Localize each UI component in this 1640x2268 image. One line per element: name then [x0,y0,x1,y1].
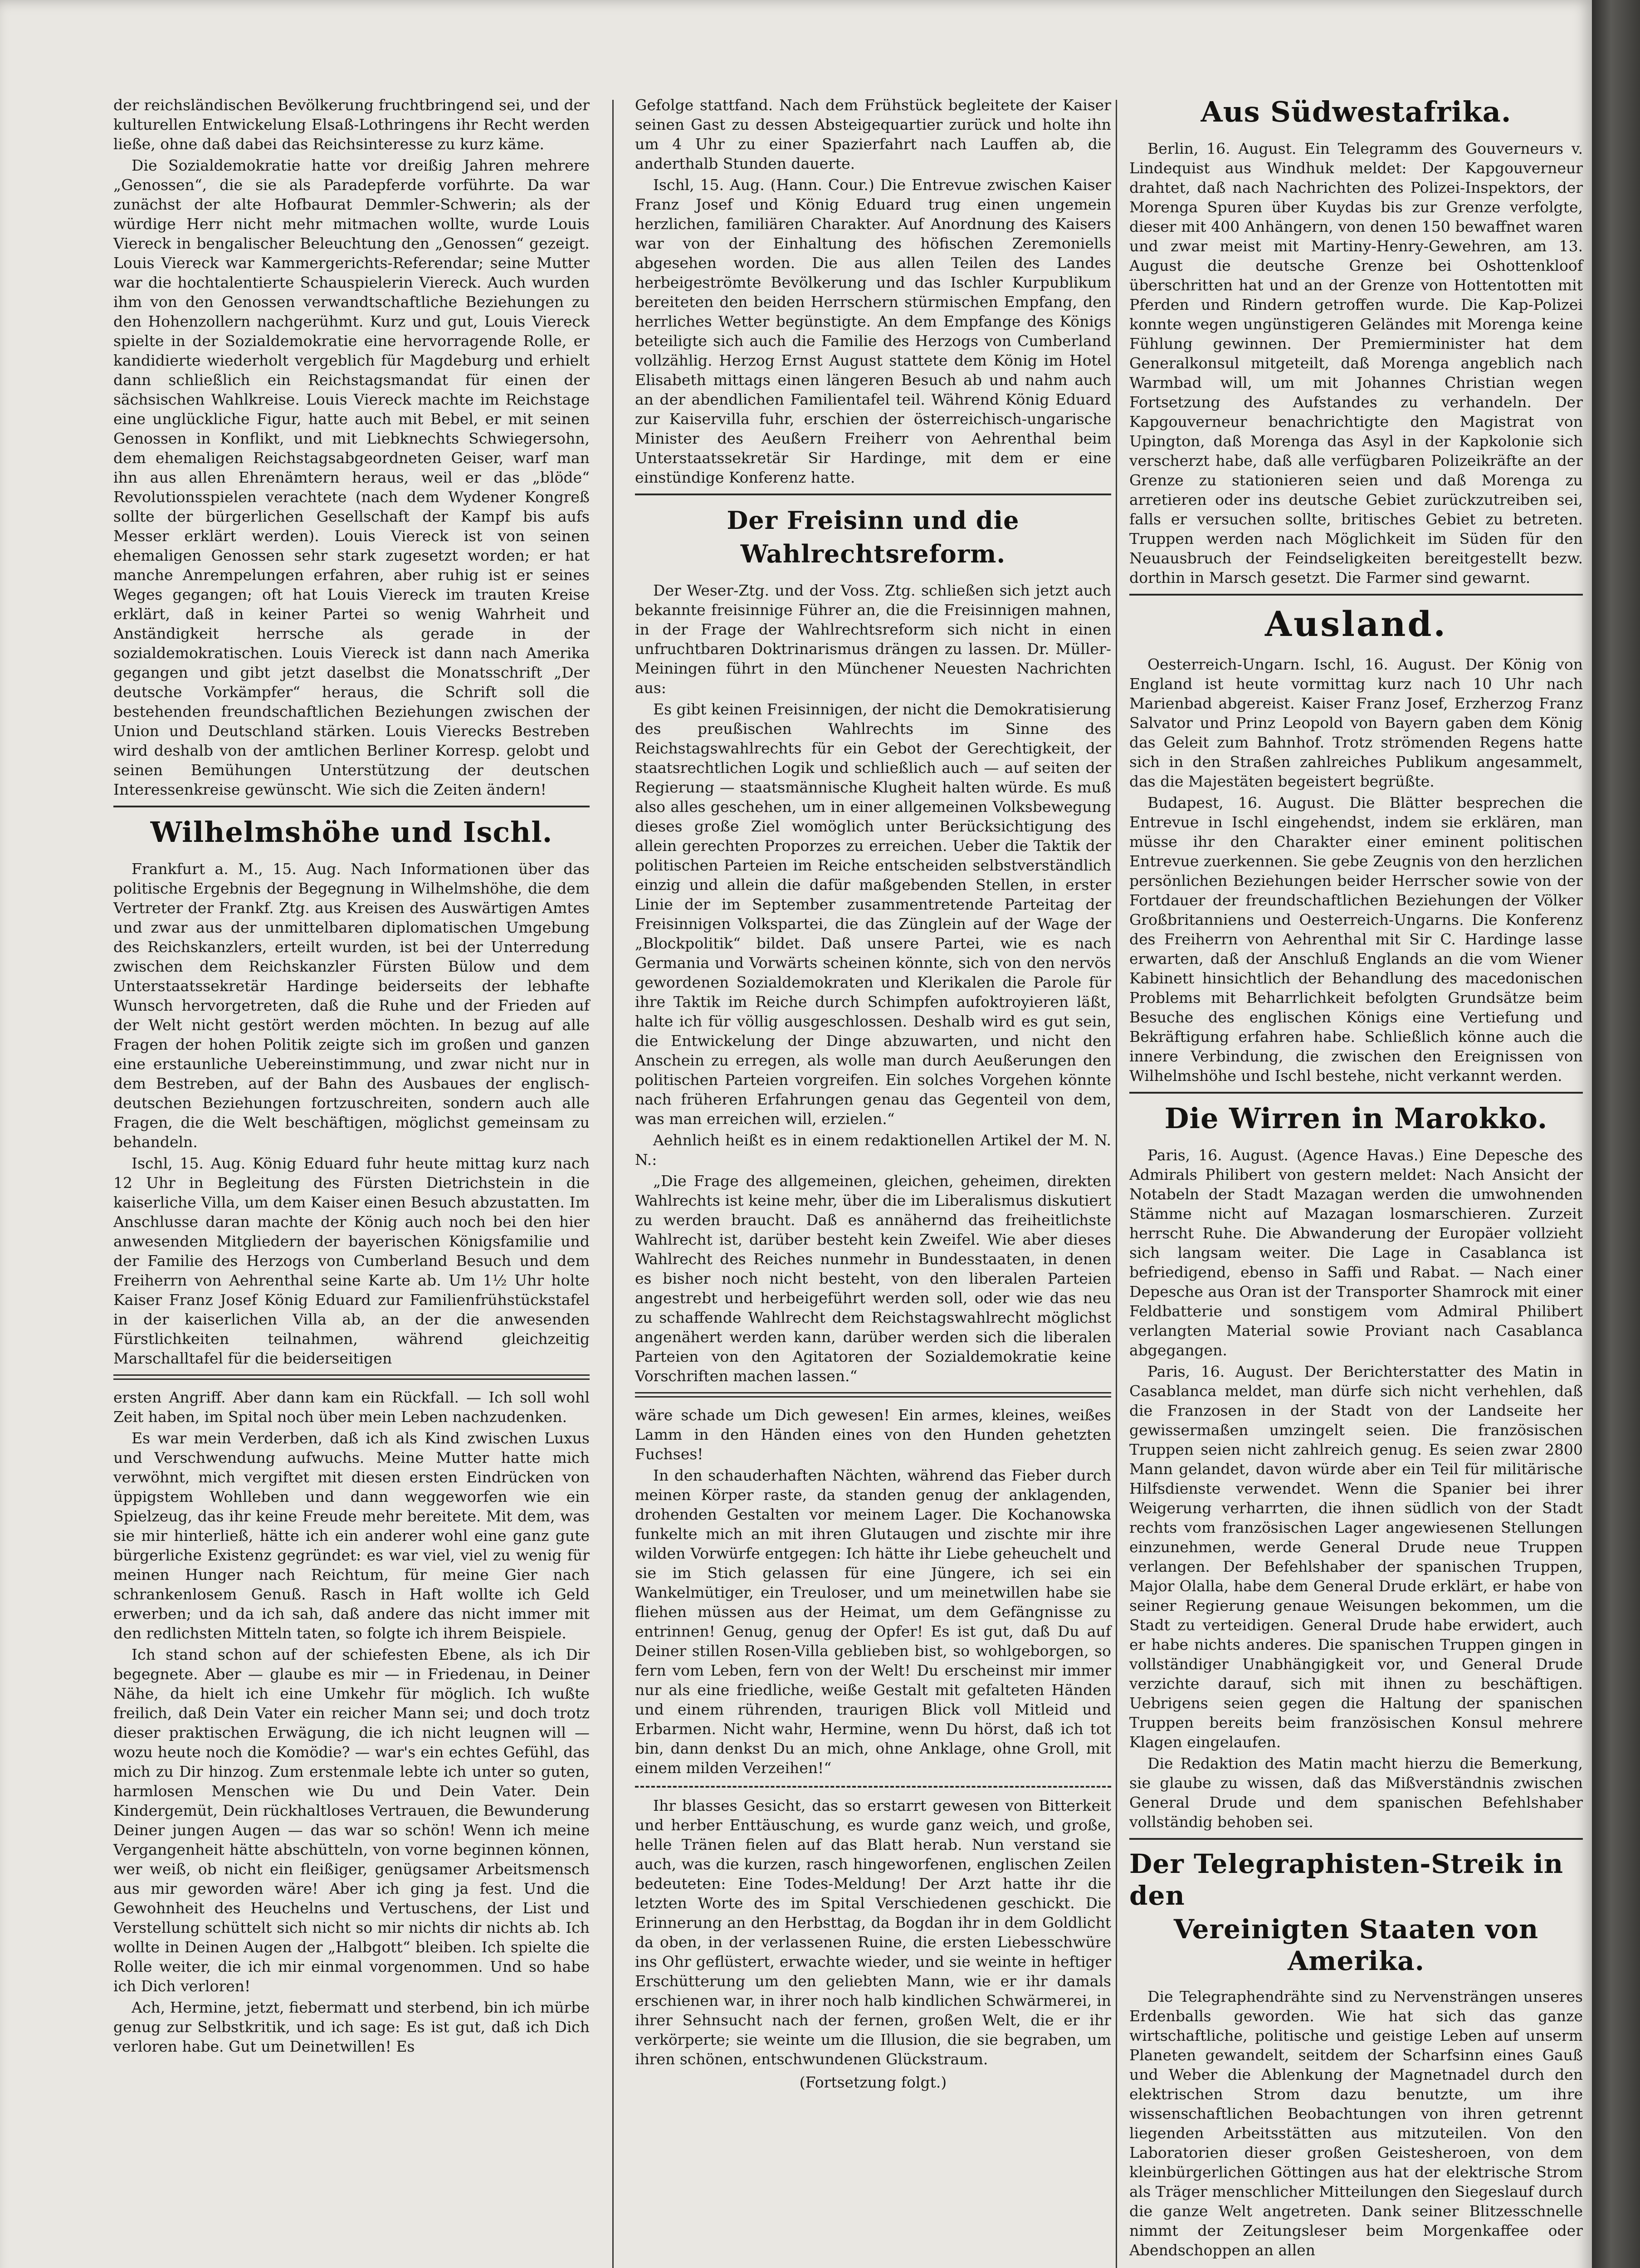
article-paragraph: der reichsländischen Bevölkerung fruchtbringend sei, und der kulturellen Entwickelung Elsaß-Lothringens ihr Recht werden ließe, ohne daß dabei das Reichsinteresse zu kurz käme. [113,96,590,153]
article-paragraph: Aehnlich heißt es in einem redaktionellen Artikel der M. N. N.: [635,1131,1111,1168]
article-paragraph: Die Telegraphendrähte sind zu Nervensträngen unseres Erdenballs geworden. Wie hat sich das ganze wirtschaftliche, politische und geistige Leben auf unserm Planeten gewandelt, seitdem der Scharfsinn eines Gauß und Weber die Ablenkung der Magnetnadel durch den elektrischen Strom dazu benutzte, um ihre wissenschaftlichen Beobachtungen von ihren getrennt liegenden Arbeitsstätten aus mitzuteilen. Von den Laboratorien dieser großen Geistesheroen, von dem kleinbürgerlichen Göttingen aus hat der elektrische Strom als Träger menschlicher Mitteilungen den Siegeslauf durch die ganze Welt angetreten. Dank seiner Blitzesschnelle nimmt der Zeitungsleser beim Morgenkaffee oder Abendschoppen an allen [1129,1988,1583,2259]
column-3 [1129,95,1583,2262]
article-paragraph: Oesterreich-Ungarn. Ischl, 16. August. Der König von England ist heute vormittag kurz nach 10 Uhr nach Marienbad abgereist. Kaiser Franz Josef, Erzherzog Franz Salvator und Prinz Leopold von Bayern gaben dem König das Geleit zum Bahnhof. Trotz strömenden Regens hatte sich in den Straßen zahlreiches Publikum angesammelt, das die Majestäten begeistert begrüßte. [1129,655,1583,790]
feuilleton-paragraph: wäre schade um Dich gewesen! Ein armes, kleines, weißes Lamm in den Händen eines von den Hunden gehetzten Fuchses! [635,1406,1111,1463]
feuilleton-paragraph: Ich stand schon auf der schiefesten Ebene, als ich Dir begegnete. Aber — glaube es mir — in Friedenau, in Deiner Nähe, da hielt ich eine Umkehr für möglich. Ich wußte freilich, daß Dein Vater ein reicher Mann sei; und doch trotz dieser praktischen Erwägung, die ich nicht leugnen will — wozu heute noch die Komödie? — war's ein echtes Gefühl, das mich zu Dir hinzog. Zum erstenmale lebte ich unter so guten, harmlosen Menschen wie Du und Dein Vater. Dein Kindergemüt, Dein rückhaltloses Vertrauen, die Bewunderung Deiner jungen Augen — das war so schön! Wenn ich meine Vergangenheit hätte abschütteln, von vorne beginnen können, wer weiß, ob nicht ein fleißiger, genügsamer Arbeitsmensch aus mir geworden wäre! Aber ich ging ja fest. Und die Gewohnheit des Heuchelns und Vertuschens, der List und Verstellung schüttelt sich nicht so mir nichts dir nichts ab. Ich wollte in Deinen Augen der „Halbgott“ bleiben. Ich spielte die Rolle weiter, die ich mir einmal vorgenommen. Und so habe ich Dich verloren! [113,1646,590,1995]
column-1 [113,95,590,2058]
article-paragraph: Paris, 16. August. Der Berichterstatter des Matin in Casablanca meldet, man dürfe sich nicht verhehlen, daß die Franzosen in der Stadt von der Landseite her gewissermaßen umzingelt seien. Die französischen Truppen seien nicht zahlreich genug. Es seien zwar 2800 Mann gelandet, davon würde aber ein Teil für militärische Hilfsdienste verwendet. Wenn die Spanier bei ihrer Weigerung verharrten, die ihnen südlich von der Stadt rechts vom französischen Lager angewiesenen Stellungen einzunehmen, werde General Drude neue Truppen verlangen. Der Befehlshaber der spanischen Truppen, Major Olalla, habe dem General Drude erklärt, er habe von seiner Regierung genaue Weisungen bekommen, um die Stadt zu verteidigen. General Drude habe erwidert, auch er habe nichts anderes. Die spanischen Truppen gingen in vollständiger Unabhängigkeit vor, und General Drude verzichte darauf, sich mit ihnen zu beschäftigen. Uebrigens seien gegen die Haltung der spanischen Truppen bereits beim französischen Konsul mehrere Klagen eingelaufen. [1129,1363,1583,1751]
section-divider [113,806,590,807]
feuilleton-paragraph: Es war mein Verderben, daß ich als Kind zwischen Luxus und Verschwendung aufwuchs. Meine Mutter hatte mich verwöhnt, mich vergiftet mit diesen ersten Eindrücken von üppigstem Wohlleben und dann weggeworfen wie ein Spielzeug, das ihr keine Freude mehr bereitete. Mit dem, was sie mir hinterließ, hätte ich ein anderer wohl eine ganz gute bürgerliche Existenz gegründet: es war viel, viel zu wenig für meinen Hunger nach Reichtum, für meine Gier nach schrankenlosem Genuß. Rasch in Haft wollte ich Geld erwerben; und da ich sah, daß andere das nicht immer mit den redlichsten Mitteln taten, so folgte ich ihrem Beispiele. [113,1429,590,1642]
feuilleton-divider [635,1392,1111,1393]
book-binding-edge [1592,0,1640,2268]
feuilleton-paragraph: Ach, Hermine, jetzt, fiebermatt und sterbend, bin ich mürbe genug zur Selbstkritik, und ich sage: Es ist gut, daß ich Dich verloren habe. Gut um Deinetwillen! Es [113,1999,590,2055]
headline-freisinn: Der Freisinn und die Wahlrechtsreform. [727,506,1020,568]
article-paragraph: „Die Frage des allgemeinen, gleichen, geheimen, direkten Wahlrechts ist keine mehr, über die im Liberalismus diskutiert zu werden braucht. Daß es annähernd das freiheitlichste Wahlrecht ist, darüber besteht kein Zweifel. Wie aber dieses Wahlrecht des Reiches nunmehr in Bundesstaaten, in denen es bisher noch nicht besteht, von den liberalen Parteien angestrebt und herbeigeführt werden soll, oder wie das neu zu schaffende Wahlrecht dem Reichstagswahlrecht möglichst angenähert werden kann, darüber werden sich die liberalen Parteien von den Agitatoren der Sozialdemokratie keine Vorschriften machen lassen.“ [635,1172,1111,1385]
article-paragraph: Es gibt keinen Freisinnigen, der nicht die Demokratisierung des preußischen Wahlrechts im Sinne des Reichstagswahlrechts für ein Gebot der Gerechtigkeit, der staatsrechtlichen Logik und schließlich auch — auf seiten der Regierung — staatsmännische Klugheit halten würde. Es muß also alles geschehen, um in einer allgemeinen Volksbewegung dieses große Ziel womöglich unter Berücksichtigung des allein gerechten Proporzes zu erreichen. Ueber die Taktik der politischen Parteien im Reiche entscheiden selbstverständlich einzig und allein die dafür maßgebenden Stellen, in erster Linie der im September zusammentretende Parteitag der Freisinnigen Volkspartei, die das Zünglein auf der Wage der „Blockpolitik“ bildet. Daß unsere Partei, wie es nach Germania und Vorwärts scheinen könnte, sich von den nervös gewordenen Sozialdemokraten und Klerikalen die Parole für ihre Taktik im Reiche durch Schimpfen aufoktroyieren läßt, halte ich für völlig ausgeschlossen. Deshalb wird es gut sein, die Entwickelung der Dinge abzuwarten, und nicht den Anschein zu erregen, als wolle man durch Aeußerungen den politischen Parteien vorgreifen. Ein solches Vorgehen könnte nach früheren Erfahrungen genau das Gegenteil von dem, was man erreichen will, erzielen.“ [635,700,1111,1128]
column-rule [612,100,614,2268]
headline-telegraph-line2: Vereinigten Staaten von Amerika. [1173,1914,1539,1976]
feuilleton-paragraph: ersten Angriff. Aber dann kam ein Rückfall. — Ich soll wohl Zeit haben, im Spital noch über mein Leben nachzudenken. [113,1388,590,1426]
article-paragraph: Der Weser-Ztg. und der Voss. Ztg. schließen sich jetzt auch bekannte freisinnige Führer an, die die Freisinnigen mahnen, in der Frage der Wahlrechtsreform sich nicht in einen unfruchtbaren Doktrinarismus drängen zu lassen. Dr. Müller-Meiningen führt in den Münchener Neuesten Nachrichten aus: [635,582,1111,697]
article-paragraph: Paris, 16. August. (Agence Havas.) Eine Depesche des Admirals Philibert von gestern meldet: Nach Ansicht der Notabeln der Stadt Mazagan werden die umwohnenden Stämme nicht auf Mazagan losmarschieren. Zurzeit herrscht Ruhe. Die Abwanderung der Europäer vollzieht sich langsam weiter. Die Lage in Casablanca ist befriedigend, ebenso in Saffi und Rabat. — Nach einer Depesche aus Oran ist der Transporter Shamrock mit einer Feldbatterie und sonstigem vom Admiral Philibert verlangten Material sowie Proviant nach Casablanca abgegangen. [1129,1146,1583,1359]
feuilleton-divider [113,1374,590,1376]
article-paragraph: Frankfurt a. M., 15. Aug. Nach Informationen über das politische Ergebnis der Begegnung in Wilhelmshöhe, die dem Vertreter der Frankf. Ztg. aus Kreisen des Auswärtigen Amtes und zwar aus der unmittelbaren diplomatischen Umgebung des Reichskanzlers, erteilt wurden, ist bei der Unterredung zwischen dem Reichskanzler Fürsten Bülow und dem Unterstaatssekretär Hardinge beiderseits der lebhafte Wunsch hervorgetreten, daß die Ruhe und der Frieden auf der Welt nicht gestört werden möchten. In bezug auf alle Fragen der hohen Politik zeigte sich im großen und ganzen eine erstaunliche Uebereinstimmung, und zwar nicht nur in dem Bestreben, auf der Bahn des Ausbaues der englisch-deutschen Beziehungen fortzuschreiten, sondern auch alle Fragen, die die Welt beschäftigen, möglichst gemeinsam zu behandeln. [113,860,590,1151]
article-paragraph: Budapest, 16. August. Die Blätter besprechen die Entrevue in Ischl eingehendst, indem sie erklären, man müsse ihr den Charakter einer eminent politischen Entrevue zuerkennen. Sie gebe Zeugnis von den herzlichen persönlichen Beziehungen beider Herrscher sowie von der Fortdauer der freundschaftlichen Beziehungen der Völker Großbritanniens und Oesterreich-Ungarns. Die Konferenz des Freiherrn von Aehrenthal mit Sir C. Hardinge lasse erwarten, daß der Anschluß Englands an die vom Wiener Kabinett hinsichtlich der Behandlung des macedonischen Problems mit Beharrlichkeit befolgten Grundsätze beim Besuche des englischen Königs eine Vertiefung und Bekräftigung erfahren habe. Schließlich könne auch die innere Verbindung, die zwischen den Ereignissen von Wilhelmshöhe und Ischl bestehe, nicht verkannt werden. [1129,794,1583,1085]
headline-ausland: Ausland. [1265,604,1447,644]
feuilleton-paragraph: In den schauderhaften Nächten, während das Fieber durch meinen Körper raste, da standen genug der anklagenden, drohenden Gestalten vor meinem Lager. Die Kochanowska funkelte mich an mit ihren Glutaugen und zischte mir ihre wilden Vorwürfe entgegen: Ich hätte ihr Liebe geheuchelt und sie im Stich gelassen für eine Jüngere, ich sei ein Wankelmütiger, ein Treuloser, und um meinetwillen habe sie fliehen müssen aus der Heimat, um dem Gefängnisse zu entrinnen! Genug, genug der Opfer! Es ist gut, daß Du auf Deiner stillen Rosen-Villa geblieben bist, so wohlgeborgen, so fern vom Leben, fern von der Welt! Du erscheinst mir immer nur als eine friedliche, weiße Gestalt mit gefalteten Händen und einem rührenden, traurigen Blick voll Mitleid und Erbarmen. Nicht wahr, Hermine, wenn Du hörst, daß ich tot bin, dann denkst Du an mich, ohne Anklage, ohne Groll, mit einem milden Verzeihen!“ [635,1466,1111,1777]
section-divider [1129,1092,1583,1094]
column-2 [635,95,1111,2092]
article-paragraph: Ischl, 15. Aug. (Hann. Cour.) Die Entrevue zwischen Kaiser Franz Josef und König Eduard trug einen ungemein herzlichen, familiären Charakter. Auf Anordnung des Kaisers war von der Einhaltung des höfischen Zeremoniells abgesehen worden. Die aus allen Teilen des Landes herbeigeströmte Bevölkerung und das Ischler Kurpublikum bereiteten den beiden Herrschern stürmischen Empfang, den herrliches Wetter begünstigte. An dem Empfange des Königs beteiligte sich auch die Familie des Herzogs von Cumberland vollzählig. Herzog Ernst August stattete dem König im Hotel Elisabeth mittags einen längeren Besuch ab und nahm auch an der abendlichen Familientafel teil. Während König Eduard zur Kaiservilla fuhr, erschien der österreichisch-ungarische Minister des Aeußern Freiherr von Aehrenthal beim Unterstaatssekretär Sir Hardinge, mit dem er eine einstündige Konferenz hatte. [635,176,1111,486]
headline-suedwestafrika: Aus Südwestafrika. [1201,95,1512,128]
column-rule [1116,100,1117,2268]
dashed-divider [635,1786,1111,1788]
article-paragraph: Die Sozialdemokratie hatte vor dreißig Jahren mehrere „Genossen“, die sie als Paradepferde vorführte. Da war zunächst der alte Hofbaurat Demmler-Schwerin; als der würdige Herr nicht mehr mitmachen wollte, wurde Louis Viereck in bengalischer Beleuchtung den „Genossen“ gezeigt. Louis Viereck war Kammergerichts-Referendar; seine Mutter war die hochtalentierte Schauspielerin Viereck. Auch wurden ihm von den Genossen verwandtschaftliche Beziehungen zu den Hohenzollern nachgerühmt. Kurz und gut, Louis Viereck spielte in der Sozialdemokratie eine hervorragende Rolle, er kandidierte wiederholt vergeblich für Magdeburg und erhielt dann schließlich ein Reichstagsmandat für einen der sächsischen Wahlkreise. Louis Viereck machte im Reichstage eine unglückliche Figur, hatte auch mit Bebel, er mit seinen Genossen in Konflikt, und mit Liebknechts Schwiegersohn, dem ehemaligen Reichstagsabgeordneten Geiser, warf man ihn aus allen Ehrenämtern heraus, weil er das „blöde“ Revolutionsspielen verachtete (nach dem Wydener Kongreß sollte der bürgerlichen Gesellschaft der Kampf bis aufs Messer erklärt werden). Louis Viereck ist von seinen ehemaligen Genossen sehr stark zugesetzt worden; er hat manche Anrempelungen erfahren, aber ruhig ist er seines Weges gegangen; oft hat Louis Viereck im trauten Kreise erklärt, daß in keiner Partei so wenig Wahrheit und Anständigkeit herrsche als gerade in der sozialdemokratischen. Louis Viereck ist dann nach Amerika gegangen und gibt jetzt daselbst die Monatsschrift „Der deutsche Vorkämpfer“ heraus, die Schrift soll die bestehenden freundschaftlichen Beziehungen zwischen der Union und Deutschland stärken. Louis Vierecks Bestreben wird deshalb von der amtlichen Berliner Korresp. gelobt und seinen Bemühungen Unterstützung der deutschen Interessenkreise gewünscht. Wie sich die Zeiten ändern! [113,156,590,798]
section-divider [1129,1838,1583,1840]
article-paragraph: Die Redaktion des Matin macht hierzu die Bemerkung, sie glaube zu wissen, daß das Mißverständnis zwischen General Drude und dem spanischen Befehlshaber vollständig behoben sei. [1129,1755,1583,1831]
feuilleton-paragraph: Ihr blasses Gesicht, das so erstarrt gewesen von Bitterkeit und herber Enttäuschung, es wurde ganz weich, und große, helle Tränen fielen auf das Blatt herab. Nun verstand sie auch, was die kurzen, rasch hingeworfenen, englischen Zeilen bedeuteten: Eine Todes-Meldung! Der Arzt hatte ihr die letzten Worte des im Spital Verschiedenen geschickt. Die Erinnerung an den Herbsttag, da Bogdan ihr in dem Goldlicht da oben, in der verlassenen Ruine, die ersten Liebesschwüre ins Ohr geflüstert, erwachte wieder, und sie weinte in heftiger Erschütterung um den geliebten Mann, wie er ihr damals erschienen war, in ihrer noch halb kindlichen Schwärmerei, in ihrer Sehnsucht nach der fernen, großen Welt, die er ihr verkörperte; sie weinte um die Illusion, die sie begraben, um ihren schönen, entschwundenen Glückstraum. [635,1797,1111,2068]
headline-wilhelmshoehe: Wilhelmshöhe und Ischl. [150,816,553,849]
article-paragraph: Ischl, 15. Aug. König Eduard fuhr heute mittag kurz nach 12 Uhr in Begleitung des Fürsten Dietrichstein in die kaiserliche Villa, um dem Kaiser einen Besuch abzustatten. Im Anschlusse daran machte der König auch noch bei den hier anwesenden Mitgliedern der bayerischen Königsfamilie und der Familie des Herzogs von Cumberland Besuch und dem Freiherrn von Aehrenthal seine Karte ab. Um 1½ Uhr holte Kaiser Franz Josef König Eduard zur Familienfrühstückstafel in der kaiserlichen Villa ab, an der die anwesenden Fürstlichkeiten teilnahmen, während gleichzeitig Marschalltafel für die beiderseitigen [113,1154,590,1367]
headline-marokko: Die Wirren in Marokko. [1164,1102,1548,1135]
continuation-note: (Fortsetzung folgt.) [799,2073,947,2091]
headline-telegraph-line1: Der Telegraphisten-Streik in den [1129,1848,1564,1911]
article-paragraph: Berlin, 16. August. Ein Telegramm des Gouverneurs v. Lindequist aus Windhuk meldet: Der Kapgouverneur drahtet, daß nach Nachrichten des Polizei-Inspektors, der Morenga Spuren über Kuydas bis zur Grenze verfolgte, dieser mit 400 Anhängern, von denen 150 bewaffnet waren und zwar meist mit Martiny-Henry-Gewehren, am 13. August die deutsche Grenze bei Oshottenkloof überschritten hat und an der Grenze von Hottentotten mit Pferden und Rindern getroffen wurde. Die Kap-Polizei konnte wegen ungünstigeren Geländes mit Morenga keine Fühlung gewinnen. Der Premierminister hat dem Generalkonsul mitgeteilt, daß Morenga angeblich nach Warmbad will, um mit Johannes Christian wegen Fortsetzung des Aufstandes zu verhandeln. Der Kapgouverneur benachrichtigte den Magistrat von Upington, daß Morenga das Asyl in der Kapkolonie sich verscherzt habe, daß alle verfügbaren Polizeikräfte an der Grenze zu stationieren seien und daß Morenga zu arretieren oder ins deutsche Gebiet zurückzutreiben sei, falls er versuchen sollte, britisches Gebiet zu betreten. Truppen werden nach Möglichkeit im Süden für den Neuausbruch der Feindseligkeiten bereitgestellt bezw. dorthin in Marsch gesetzt. Die Farmer sind gewarnt. [1129,140,1583,587]
section-divider [1129,594,1583,596]
article-paragraph: Gefolge stattfand. Nach dem Frühstück begleitete der Kaiser seinen Gast zu dessen Absteigequartier zurück und holte ihn um 4 Uhr zu einer Spazierfahrt nach Lauffen ab, die anderthalb Stunden dauerte. [635,96,1111,172]
section-divider [635,494,1111,495]
